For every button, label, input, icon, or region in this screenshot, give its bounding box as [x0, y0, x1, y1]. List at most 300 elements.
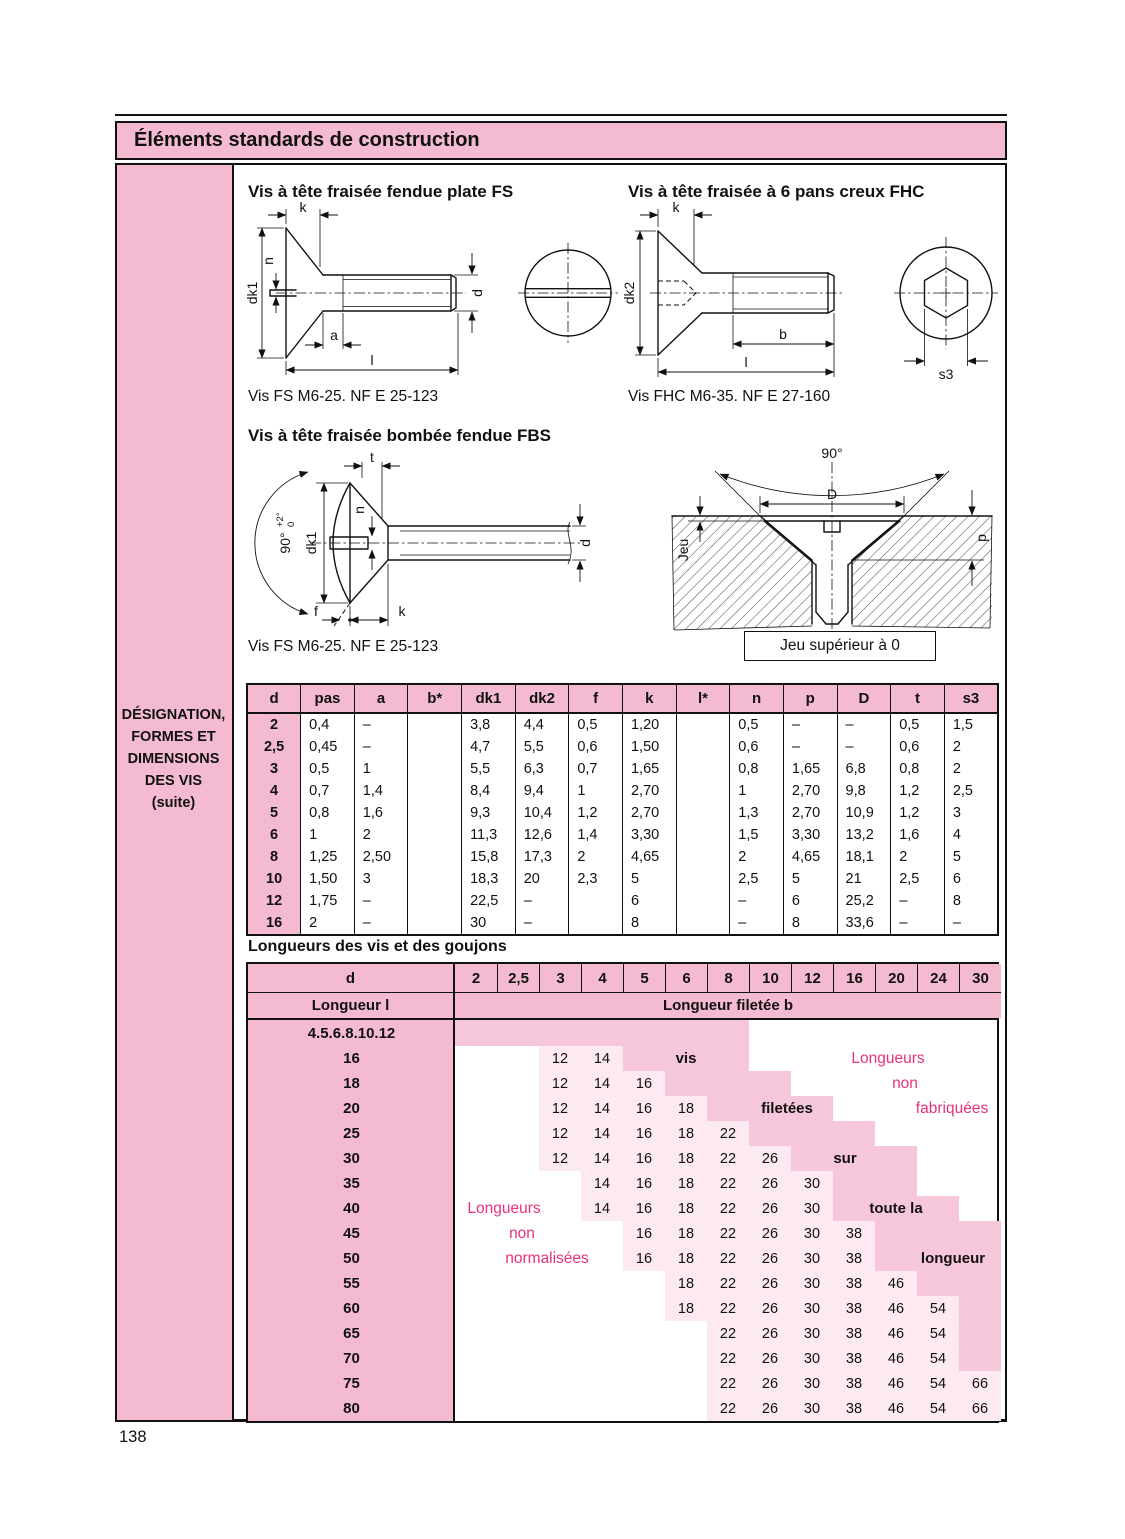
sidebar-line: DIMENSIONS	[127, 751, 220, 767]
dim-cell: –	[944, 912, 998, 935]
dim-cell: 2,70	[783, 780, 837, 802]
dim-cell: 0,6	[569, 736, 623, 758]
len-cell-value: 38	[845, 1325, 863, 1342]
dim-cell: 4,4	[515, 713, 569, 736]
dim-row-header: 8	[247, 846, 301, 868]
dim-cell: 30	[462, 912, 516, 935]
dim-cell: –	[837, 736, 891, 758]
dimensions-table-container	[246, 683, 999, 936]
dim-col-header: d	[247, 684, 301, 713]
dim-cell: 3,30	[622, 824, 676, 846]
dim-cell: 2	[891, 846, 945, 868]
dim-row-header: 10	[247, 868, 301, 890]
dim-cell: 0,5	[891, 713, 945, 736]
dim-label-dk2: dk2	[621, 281, 637, 305]
len-cell-value: 30	[803, 1400, 821, 1417]
dim-cell	[408, 802, 462, 824]
len-note-right: Longueurs	[851, 1049, 925, 1067]
dim-cell: 5,5	[462, 758, 516, 780]
dim-cell: 2	[569, 846, 623, 868]
dim-row-header: 3	[247, 758, 301, 780]
dim-col-header: l*	[676, 684, 730, 713]
dim-label-d: d	[469, 289, 485, 297]
len-cell-value: 26	[761, 1175, 779, 1192]
len-col-header: 24	[917, 964, 959, 992]
len-row-label-header: Longueur l	[248, 992, 455, 1018]
len-cell-value: 46	[887, 1350, 905, 1367]
fhc-screw-drawing	[621, 199, 1000, 383]
dim-cell: 1,65	[783, 758, 837, 780]
dim-cell	[408, 868, 462, 890]
heading-fbs: Vis à tête fraisée bombée fendue FBS	[248, 426, 551, 445]
len-cell-value: 22	[719, 1225, 737, 1242]
dim-cell	[408, 890, 462, 912]
dim-cell: 1,50	[622, 736, 676, 758]
dim-cell: 0,7	[301, 780, 355, 802]
dim-row-header: 2	[247, 713, 301, 736]
dim-label-l: l	[370, 352, 374, 368]
heading-fs: Vis à tête fraisée fendue plate FS	[248, 182, 514, 201]
dim-cell: 1,2	[891, 780, 945, 802]
len-band-zone	[875, 1221, 1001, 1246]
dim-col-header: n	[730, 684, 784, 713]
dim-cell: –	[891, 912, 945, 935]
len-d-header: d	[248, 964, 455, 992]
len-cell-value: 30	[803, 1300, 821, 1317]
len-col-header: 16	[833, 964, 875, 992]
dim-cell: 0,8	[301, 802, 355, 824]
dim-cell: –	[354, 736, 408, 758]
caption-fhc: Vis FHC M6-35. NF E 27-160	[628, 388, 831, 405]
dim-cell: 0,5	[301, 758, 355, 780]
dim-cell: 9,4	[515, 780, 569, 802]
dim-cell: 6	[622, 890, 676, 912]
dim-cell	[676, 802, 730, 824]
len-col-header: 20	[875, 964, 917, 992]
dim-cell	[408, 912, 462, 935]
len-note-right: fabriquées	[915, 1099, 989, 1117]
len-cell-value: 14	[593, 1100, 611, 1117]
sidebar-heading	[117, 704, 230, 814]
len-cell-value: 30	[803, 1350, 821, 1367]
dim-cell: 2	[730, 846, 784, 868]
len-col-header: 12	[791, 964, 833, 992]
dim-cell: 6	[783, 890, 837, 912]
lengths-table-title: Longueurs des vis et des goujons	[248, 938, 507, 955]
dim-cell: 1,25	[301, 846, 355, 868]
len-cell-value: 26	[761, 1275, 779, 1292]
dim-cell: 0,6	[730, 736, 784, 758]
dim-col-header: pas	[301, 684, 355, 713]
len-cell-value: 38	[845, 1350, 863, 1367]
dim-cell: 9,8	[837, 780, 891, 802]
dim-cell: 6,3	[515, 758, 569, 780]
dim-cell: 1,2	[891, 802, 945, 824]
dim-cell: 0,6	[891, 736, 945, 758]
len-cell-value: 30	[803, 1175, 821, 1192]
dim-col-header: s3	[944, 684, 998, 713]
dim-cell: 12,6	[515, 824, 569, 846]
dim-cell: 3,30	[783, 824, 837, 846]
dim-cell: 8	[783, 912, 837, 935]
dim-cell: 18,3	[462, 868, 516, 890]
dim-cell: 0,8	[730, 758, 784, 780]
len-band-zone	[917, 1271, 1001, 1296]
sidebar-line: FORMES ET	[131, 729, 216, 745]
len-band-zone	[665, 1071, 791, 1096]
dim-cell: 1,20	[622, 713, 676, 736]
len-cell-value: 30	[803, 1250, 821, 1267]
dim-cell: 1,3	[730, 802, 784, 824]
len-cell-value: 66	[971, 1400, 989, 1417]
len-cell-value: 22	[719, 1200, 737, 1217]
dim-cell: 2,5	[891, 868, 945, 890]
dim-cell: 1,6	[354, 802, 408, 824]
len-col-header: 2	[455, 964, 497, 992]
countersink-hole-drawing	[660, 428, 1005, 633]
len-cell-value: 16	[635, 1100, 653, 1117]
dim-label-D: D	[826, 486, 838, 502]
dim-label-k: k	[299, 199, 307, 215]
dim-cell: 21	[837, 868, 891, 890]
len-cell-value: 38	[845, 1300, 863, 1317]
dim-cell: 5,5	[515, 736, 569, 758]
dim-cell	[408, 824, 462, 846]
dim-cell: 1,5	[944, 713, 998, 736]
len-cell-value: 16	[635, 1075, 653, 1092]
dim-cell: 1	[730, 780, 784, 802]
lengths-table	[246, 962, 999, 1423]
len-cell-value: 26	[761, 1300, 779, 1317]
len-note-left: non	[509, 1224, 535, 1242]
len-band-zone	[959, 1321, 1001, 1346]
dim-label-d: d	[577, 539, 593, 547]
len-row-header: 70	[343, 1350, 360, 1367]
len-band-label: sur	[833, 1150, 857, 1167]
len-row-header: 16	[343, 1050, 360, 1067]
dim-col-header: a	[354, 684, 408, 713]
page-title-bar	[115, 121, 1007, 160]
len-cell-value: 54	[929, 1375, 947, 1392]
fs-screw-drawing	[244, 199, 618, 383]
page-top-rule	[115, 114, 1007, 116]
dimensions-table-grid	[246, 683, 999, 936]
dim-cell: 0,4	[301, 713, 355, 736]
dim-cell: –	[354, 912, 408, 935]
dim-cell: 5	[622, 868, 676, 890]
dim-cell	[676, 780, 730, 802]
len-cell-value: 14	[593, 1125, 611, 1142]
len-cell-value: 46	[887, 1375, 905, 1392]
dim-cell: 33,6	[837, 912, 891, 935]
dim-label-k: k	[672, 199, 680, 215]
dim-label-dk1: dk1	[303, 531, 319, 555]
len-cell-value: 54	[929, 1300, 947, 1317]
len-cell-value: 30	[803, 1225, 821, 1242]
len-row-header: 50	[343, 1250, 360, 1267]
dim-cell: 1	[569, 780, 623, 802]
dim-cell: 0,5	[730, 713, 784, 736]
dim-cell	[676, 868, 730, 890]
len-row-header: 65	[343, 1325, 360, 1342]
len-cell-value: 46	[887, 1275, 905, 1292]
dim-label-t: t	[370, 449, 374, 465]
dim-cell: 13,2	[837, 824, 891, 846]
dim-cell: 4,65	[783, 846, 837, 868]
dim-col-header: D	[837, 684, 891, 713]
len-band-zone	[959, 1296, 1001, 1321]
dim-cell: 2,3	[569, 868, 623, 890]
dim-col-header: dk1	[462, 684, 516, 713]
len-col-header: 6	[665, 964, 707, 992]
dim-cell: 17,3	[515, 846, 569, 868]
dim-label-angle: 90°	[277, 532, 293, 554]
dim-cell: –	[783, 713, 837, 736]
dim-label-jeu: Jeu	[675, 538, 691, 562]
dim-cell	[408, 758, 462, 780]
len-cell-value: 30	[803, 1200, 821, 1217]
len-cell-value: 26	[761, 1325, 779, 1342]
dim-cell	[676, 824, 730, 846]
dim-cell	[676, 758, 730, 780]
dim-col-header: p	[783, 684, 837, 713]
dim-cell	[408, 846, 462, 868]
dim-cell: 22,5	[462, 890, 516, 912]
dim-cell	[408, 780, 462, 802]
dim-label-k: k	[398, 603, 406, 619]
dim-cell: 2,70	[622, 802, 676, 824]
len-col-header: 3	[539, 964, 581, 992]
len-cell-value: 22	[719, 1275, 737, 1292]
len-cell-value: 26	[761, 1375, 779, 1392]
len-cell-value: 18	[677, 1250, 695, 1267]
dim-label-angle-inf: 0	[286, 521, 297, 527]
dim-cell: 8	[944, 890, 998, 912]
dim-cell: –	[515, 912, 569, 935]
len-cell-value: 22	[719, 1250, 737, 1267]
dim-cell: 8	[622, 912, 676, 935]
len-cell-value: 38	[845, 1225, 863, 1242]
len-cell-value: 38	[845, 1250, 863, 1267]
len-row-header: 20	[343, 1100, 360, 1117]
len-cell-value: 16	[635, 1250, 653, 1267]
len-row-header: 35	[343, 1175, 360, 1192]
dim-cell	[676, 912, 730, 935]
dim-label-l: l	[744, 354, 748, 370]
len-cell-value: 66	[971, 1375, 989, 1392]
len-cell-value: 38	[845, 1375, 863, 1392]
len-cell-value: 12	[551, 1100, 569, 1117]
dim-cell: 6,8	[837, 758, 891, 780]
dim-cell: 1,2	[569, 802, 623, 824]
len-cell-value: 18	[677, 1125, 695, 1142]
dim-cell: 1,4	[354, 780, 408, 802]
dim-col-header: t	[891, 684, 945, 713]
dim-label-angle: 90°	[821, 445, 843, 461]
len-col-header: 10	[749, 964, 791, 992]
len-cell-value: 38	[845, 1400, 863, 1417]
dim-row-header: 5	[247, 802, 301, 824]
len-cell-value: 16	[635, 1125, 653, 1142]
dim-cell: 4,65	[622, 846, 676, 868]
dim-cell: 0,45	[301, 736, 355, 758]
len-cell-value: 18	[677, 1275, 695, 1292]
caption-fs: Vis FS M6-25. NF E 25-123	[248, 388, 439, 405]
len-cell-value: 46	[887, 1300, 905, 1317]
dim-cell: 15,8	[462, 846, 516, 868]
dim-cell: 3,8	[462, 713, 516, 736]
len-cell-value: 26	[761, 1200, 779, 1217]
dim-cell: –	[891, 890, 945, 912]
dim-cell: 1,5	[730, 824, 784, 846]
dim-cell: 2	[354, 824, 408, 846]
dim-cell: 2	[944, 758, 998, 780]
len-cell-value: 18	[677, 1100, 695, 1117]
dim-cell: –	[730, 890, 784, 912]
dim-cell: 0,8	[891, 758, 945, 780]
len-cell-value: 30	[803, 1375, 821, 1392]
len-row-header: 25	[343, 1125, 360, 1142]
dim-label-f: f	[314, 603, 318, 619]
len-cell-value: 22	[719, 1300, 737, 1317]
len-cell-value: 16	[635, 1150, 653, 1167]
len-cell-value: 18	[677, 1225, 695, 1242]
len-cell-value: 54	[929, 1350, 947, 1367]
len-band-label: toute la	[869, 1200, 923, 1217]
len-cell-value: 22	[719, 1400, 737, 1417]
dim-cell: 1,6	[891, 824, 945, 846]
dim-cell: 2,5	[944, 780, 998, 802]
jeu-note: Jeu supérieur à 0	[780, 637, 900, 654]
dim-label-s3: s3	[938, 366, 954, 382]
dim-cell: –	[730, 912, 784, 935]
len-col-header: 4	[581, 964, 623, 992]
dim-row-header: 6	[247, 824, 301, 846]
dim-cell: –	[515, 890, 569, 912]
len-row-header: 55	[343, 1275, 360, 1292]
caption-fbs: Vis FS M6-25. NF E 25-123	[248, 638, 439, 655]
dim-col-header: b*	[408, 684, 462, 713]
dim-cell: 2,5	[730, 868, 784, 890]
len-cell-value: 22	[719, 1175, 737, 1192]
dim-row-header: 12	[247, 890, 301, 912]
dim-cell: 2,70	[622, 780, 676, 802]
dim-cell	[408, 736, 462, 758]
dim-cell: 5	[944, 846, 998, 868]
dim-cell: –	[783, 736, 837, 758]
dim-label-a: a	[330, 327, 338, 343]
len-cell-value: 16	[635, 1225, 653, 1242]
dim-cell: 10,9	[837, 802, 891, 824]
dim-label-n: n	[351, 506, 367, 514]
dim-cell: 0,5	[569, 713, 623, 736]
len-col-header: 30	[959, 964, 1001, 992]
len-cell-value: 16	[635, 1200, 653, 1217]
len-span-header: Longueur filetée b	[455, 992, 1001, 1018]
dim-cell: –	[837, 713, 891, 736]
len-cell-value: 26	[761, 1225, 779, 1242]
sidebar-line: DES VIS	[144, 773, 203, 789]
page-number: 138	[119, 1428, 147, 1446]
dim-row-header: 2,5	[247, 736, 301, 758]
dim-cell: 10,4	[515, 802, 569, 824]
len-cell-value: 22	[719, 1125, 737, 1142]
len-note-right: non	[892, 1074, 918, 1092]
dim-cell: 2	[944, 736, 998, 758]
fbs-screw-drawing	[250, 448, 595, 633]
dim-cell	[569, 912, 623, 935]
sidebar-line: (suite)	[151, 795, 196, 811]
len-band-label: longueur	[920, 1250, 986, 1267]
page-title: Éléments standards de construction	[134, 129, 480, 151]
dim-cell: 3	[354, 868, 408, 890]
dim-label-dk1: dk1	[244, 281, 260, 305]
dim-cell: 1	[301, 824, 355, 846]
dim-cell: 1,65	[622, 758, 676, 780]
dim-cell: 9,3	[462, 802, 516, 824]
len-row-header: 80	[343, 1400, 360, 1417]
dim-cell: 18,1	[837, 846, 891, 868]
dim-label-p: p	[973, 534, 989, 542]
len-col-header: 8	[707, 964, 749, 992]
dim-row-header: 4	[247, 780, 301, 802]
dim-cell	[676, 890, 730, 912]
dim-cell: –	[354, 713, 408, 736]
dim-col-header: f	[569, 684, 623, 713]
dim-cell	[676, 846, 730, 868]
len-cell-value: 12	[551, 1050, 569, 1067]
dim-col-header: k	[622, 684, 676, 713]
len-cell-value: 12	[551, 1125, 569, 1142]
len-cell-value: 18	[677, 1150, 695, 1167]
len-row-header: 75	[343, 1375, 360, 1392]
dim-cell: 1,75	[301, 890, 355, 912]
dim-cell	[569, 890, 623, 912]
len-cell-value: 54	[929, 1325, 947, 1342]
dim-cell: 2,70	[783, 802, 837, 824]
len-cell-value: 30	[803, 1275, 821, 1292]
dim-cell: 4,7	[462, 736, 516, 758]
dim-cell: 2	[301, 912, 355, 935]
sidebar-line: DÉSIGNATION,	[121, 707, 226, 723]
len-cell-value: 22	[719, 1350, 737, 1367]
len-cell-value: 26	[761, 1250, 779, 1267]
dim-cell: 0,7	[569, 758, 623, 780]
dim-cell: 8,4	[462, 780, 516, 802]
len-band-label: filetées	[761, 1100, 813, 1117]
dim-cell: 11,3	[462, 824, 516, 846]
len-row-header: 18	[343, 1075, 360, 1092]
len-cell-value: 30	[803, 1325, 821, 1342]
dim-cell: 5	[783, 868, 837, 890]
dim-cell: 1,4	[569, 824, 623, 846]
len-band-zone	[455, 1020, 749, 1046]
len-row-header: 30	[343, 1150, 360, 1167]
dim-cell: 3	[944, 802, 998, 824]
len-cell-value: 38	[845, 1275, 863, 1292]
len-note-left: Longueurs	[467, 1199, 541, 1217]
len-cell-value: 22	[719, 1325, 737, 1342]
dim-cell: 1,50	[301, 868, 355, 890]
dim-cell: 1	[354, 758, 408, 780]
heading-fhc: Vis à tête fraisée à 6 pans creux FHC	[628, 182, 925, 201]
len-row-header: 40	[343, 1200, 360, 1217]
len-row-header: 45	[343, 1225, 360, 1242]
len-col-header: 2,5	[497, 964, 539, 992]
dim-cell	[676, 713, 730, 736]
len-cell-value: 14	[593, 1200, 611, 1217]
dim-label-b: b	[779, 326, 787, 342]
